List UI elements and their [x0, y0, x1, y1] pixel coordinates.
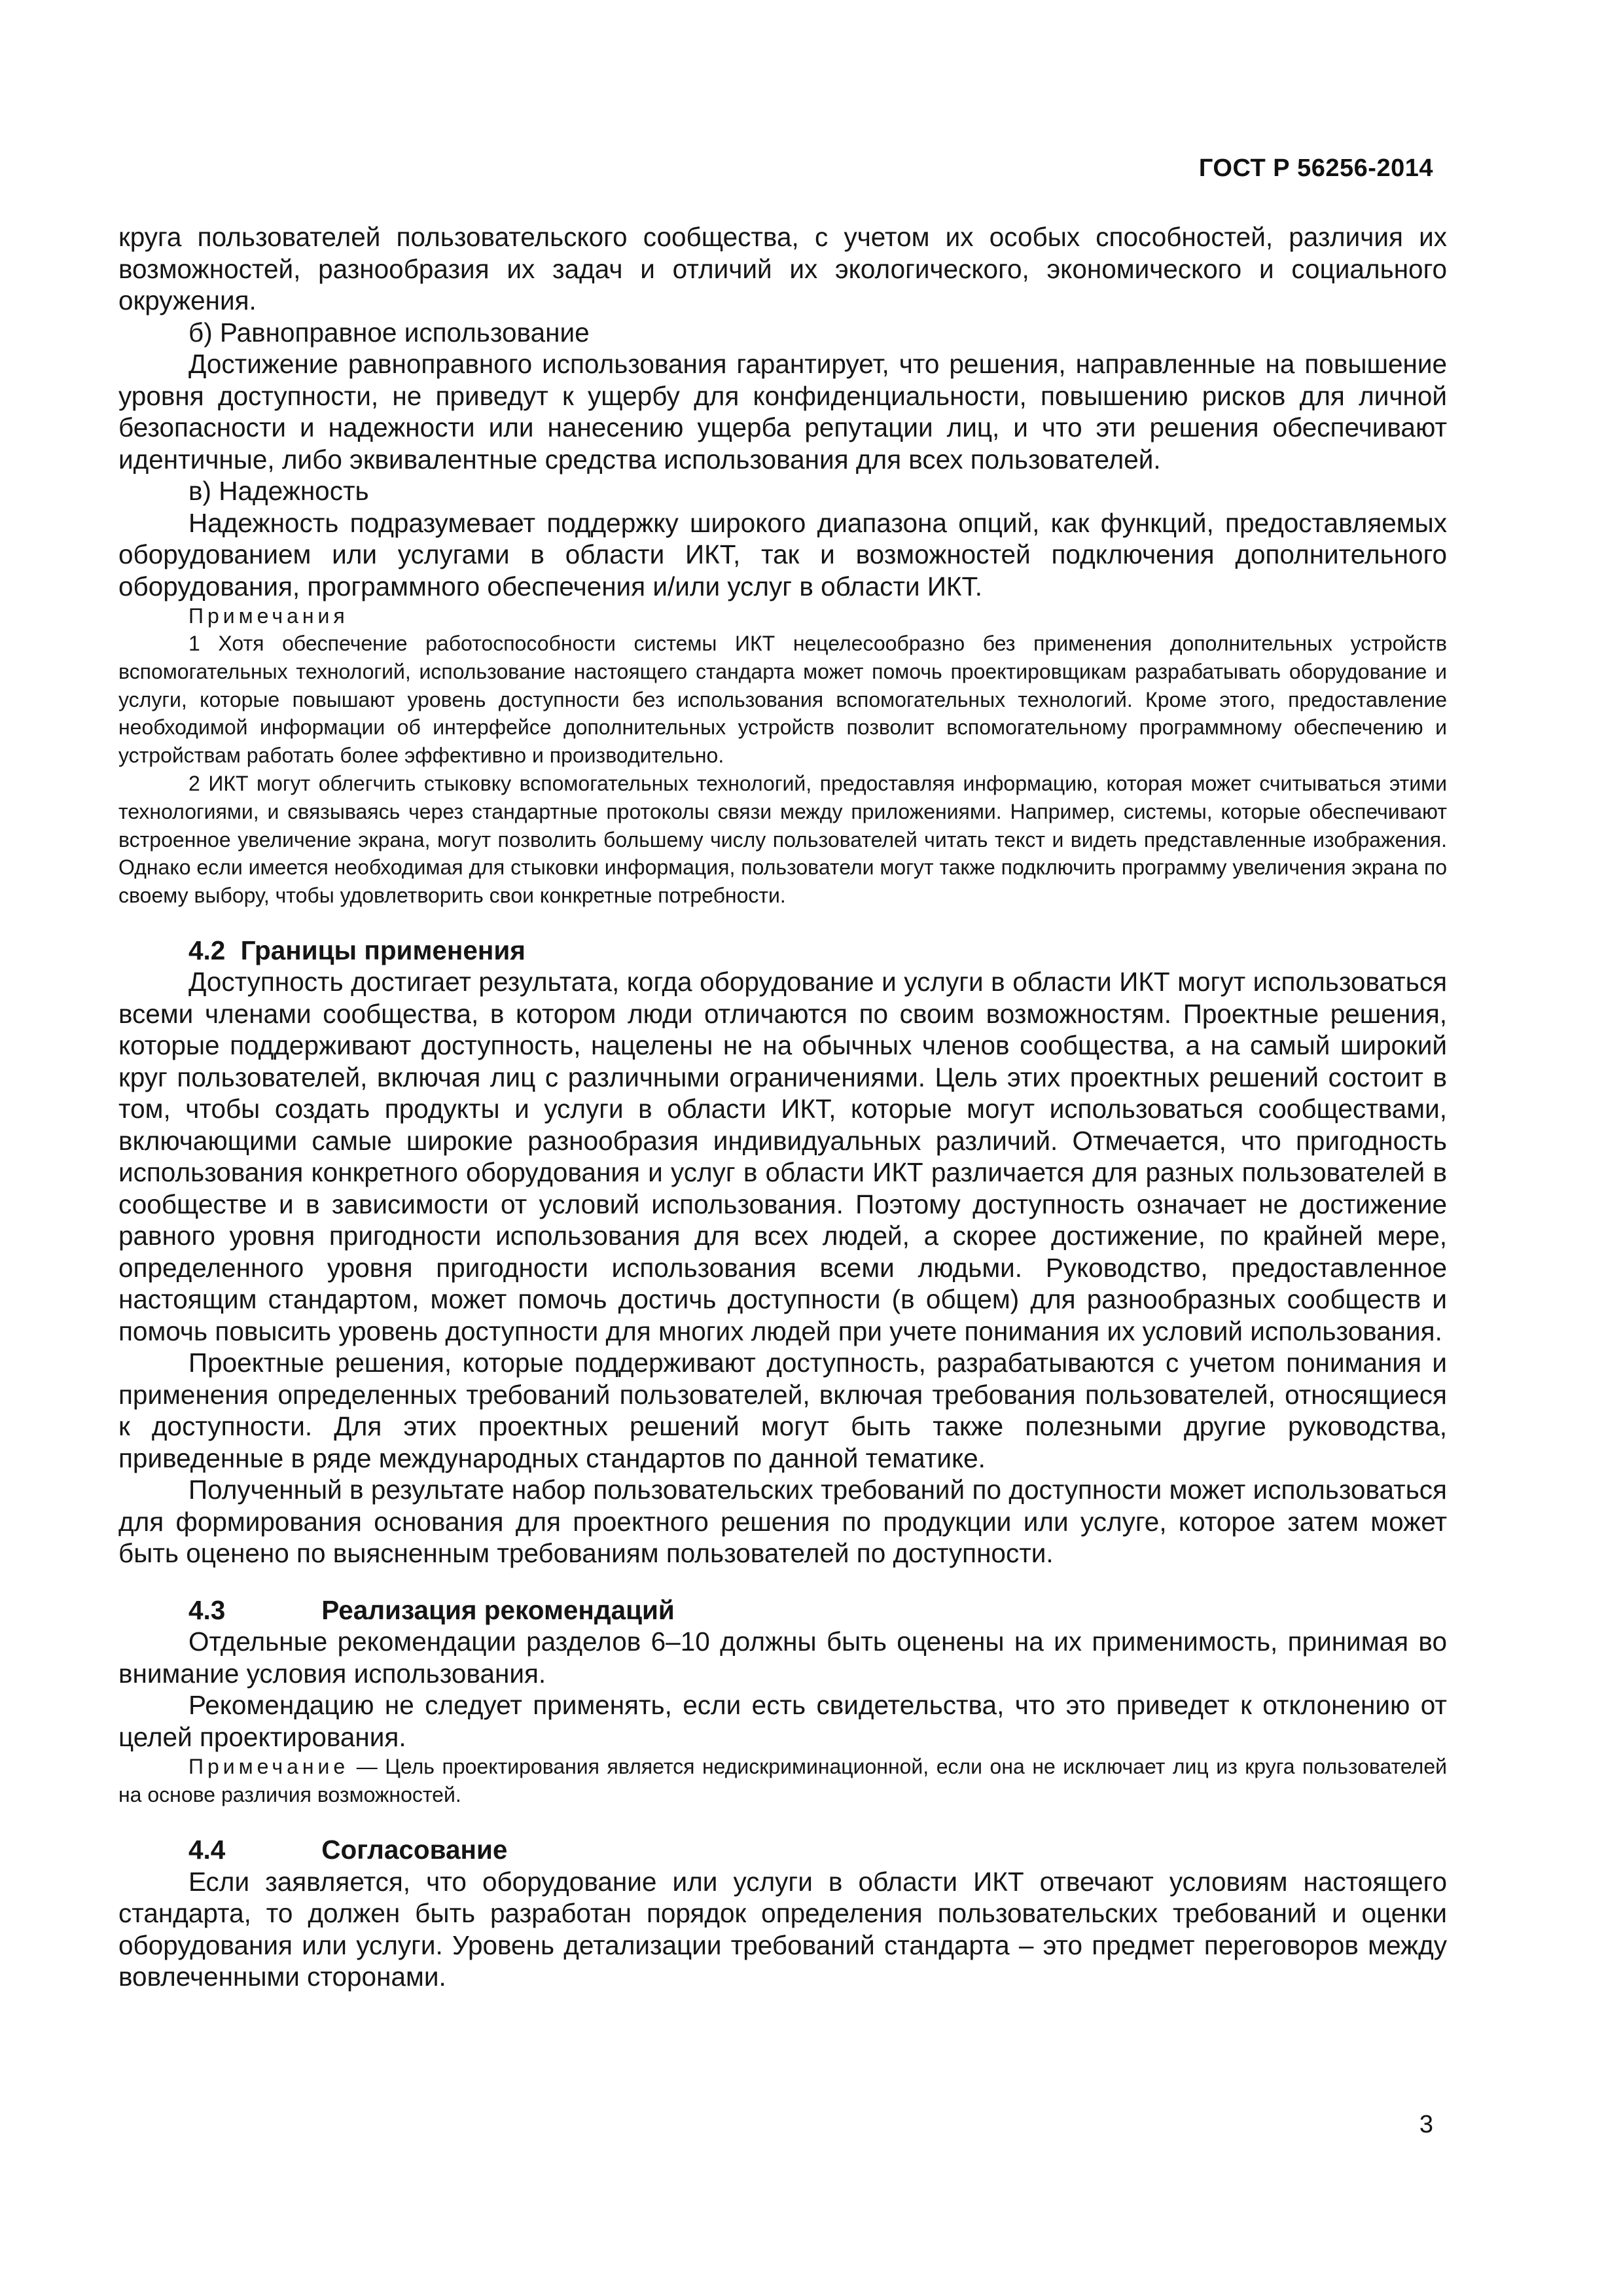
section-4-4-heading: [118, 1834, 1447, 1866]
document-code: ГОСТ Р 56256-2014: [1198, 154, 1433, 182]
section-4-3-note: [118, 1753, 1447, 1809]
section-4-4-title: Согласование: [321, 1835, 508, 1865]
page-content: [118, 221, 1447, 1993]
section-4-4-paragraph-1: Если заявляется, что оборудование или услуги в области ИКТ отвечают условиям настоящего стандарта, то должен быть разработан порядок определения пользовательских требований и оценки оборудования или услуги. Уровень детализации требований стандарта – это предмет переговоров между вовлеченными сторонами.: [118, 1866, 1447, 1992]
section-4-4-number: 4.4: [188, 1835, 226, 1865]
note-1: 1 Хотя обеспечение работоспособности системы ИКТ нецелесообразно без применения дополнительных устройств вспомогательных технологий, использование настоящего стандарта может помочь проектировщикам разрабатывать оборудование и услуги, которые повышают уровень доступности без использования вспомогательных технологий. Кроме этого, предоставление необходимой информации об интерфейсе дополнительных устройств позволит вспомогательному программному обеспечению и устройствам работать более эффективно и производительно.: [118, 632, 1447, 768]
section-gap: [118, 1809, 1447, 1834]
page-number: 3: [1419, 2111, 1433, 2138]
section-4-2-title: Границы применения: [240, 935, 526, 965]
note-2: 2 ИКТ могут облегчить стыковку вспомогательных технологий, предоставляя информацию, которая может считываться этими технологиями, и связываясь через стандартные протоколы связи между приложениями. Например, системы, которые обеспечивают встроенное увеличение экрана, могут позволить большему числу пользователей читать текст и видеть представленные изображения. Однако если имеется необходимая для стыковки информация, пользователи могут также подключить программу увеличения экрана по своему выбору, чтобы удовлетворить свои конкретные потребности.: [118, 771, 1447, 908]
item-v-paragraph: Надежность подразумевает поддержку широкого диапазона опций, как функций, предоставляемых оборудованием или услугами в области ИКТ, так и возможностей подключения дополнительного оборудования, программного обеспечения и/или услуг в области ИКТ.: [118, 507, 1447, 601]
item-b-paragraph: Достижение равноправного использования гарантирует, что решения, направленные на повышение уровня доступности, не приведут к ущербу для конфиденциальности, повышению рисков для личной безопасности и надежности или нанесению ущерба репутации лиц, и что эти решения обеспечивают идентичные, либо эквивалентные средства использования для всех пользователей.: [118, 349, 1447, 475]
section-4-3-paragraph-2: Рекомендацию не следует применять, если есть свидетельства, что это приведет к отклонению от целей проектирования.: [118, 1690, 1447, 1752]
section-4-2-paragraph-3: Полученный в результате набор пользовательских требований по доступности может использоваться для формирования основания для проектного решения по продукции или услуге, которое затем может быть оценено по выясненным требованиям пользователей по доступности.: [118, 1475, 1447, 1569]
item-v-title: в) Надежность: [188, 476, 369, 506]
section-4-3-note-label: Примечание: [188, 1755, 349, 1779]
section-4-2-paragraph-2: Проектные решения, которые поддерживают доступность, разрабатываются с учетом понимания и применения определенных требований пользователей, включая требования пользователей, относящиеся к доступности. Для этих проектных решений могут быть также полезными другие руководства, приведенные в ряде международных стандартов по данной тематике.: [118, 1348, 1447, 1473]
item-b-title: б) Равноправное использование: [188, 317, 590, 348]
section-gap: [118, 1570, 1447, 1594]
notes-label: Примечания: [188, 604, 349, 628]
section-4-3-note-text: — Цель проектирования является недискриминационной, если она не исключает лиц из круга пользователей на основе различия возможностей.: [118, 1755, 1447, 1807]
section-gap: [118, 910, 1447, 935]
section-4-2-number: 4.2: [188, 935, 226, 965]
section-4-3-number: 4.3: [188, 1594, 226, 1625]
section-4-2-paragraph-1: Доступность достигает результата, когда оборудование и услуги в области ИКТ могут использоваться всеми членами сообщества, в котором люди отличаются по своим возможностям. Проектные решения, которые поддерживают доступность, нацелены не на обычных членов сообщества, а на самый широкий круг пользователей, включая лиц с различными ограничениями. Цель этих проектных решений состоит в том, чтобы создать продукты и услуги в области ИКТ, которые могут использоваться сообществами, включающими самые широкие разнообразия индивидуальных различий. Отмечается, что пригодность использования конкретного оборудования и услуг в области ИКТ различается для разных пользователей в сообществе и в зависимости от условий использования. Поэтому доступность означает не достижение равного уровня пригодности использования для всех людей, а скорее достижение, по крайней мере, определенного уровня пригодности использования всеми людьми. Руководство, предоставленное настоящим стандартом, может помочь достичь доступности (в общем) для разнообразных сообществ и помочь повысить уровень доступности для многих людей при учете понимания их условий использования.: [118, 967, 1447, 1346]
section-4-3-paragraph-1: Отдельные рекомендации разделов 6–10 должны быть оценены на их применимость, принимая во внимание условия использования.: [118, 1626, 1447, 1689]
section-4-2-heading: [118, 935, 1447, 967]
section-4-3-title: Реализация рекомендаций: [321, 1594, 675, 1625]
intro-paragraph: круга пользователей пользовательского сообщества, с учетом их особых способностей, различия их возможностей, разнообразия их задач и отличий их экологического, экономического и социального окружения.: [118, 222, 1447, 315]
section-4-3-heading: [118, 1594, 1447, 1626]
